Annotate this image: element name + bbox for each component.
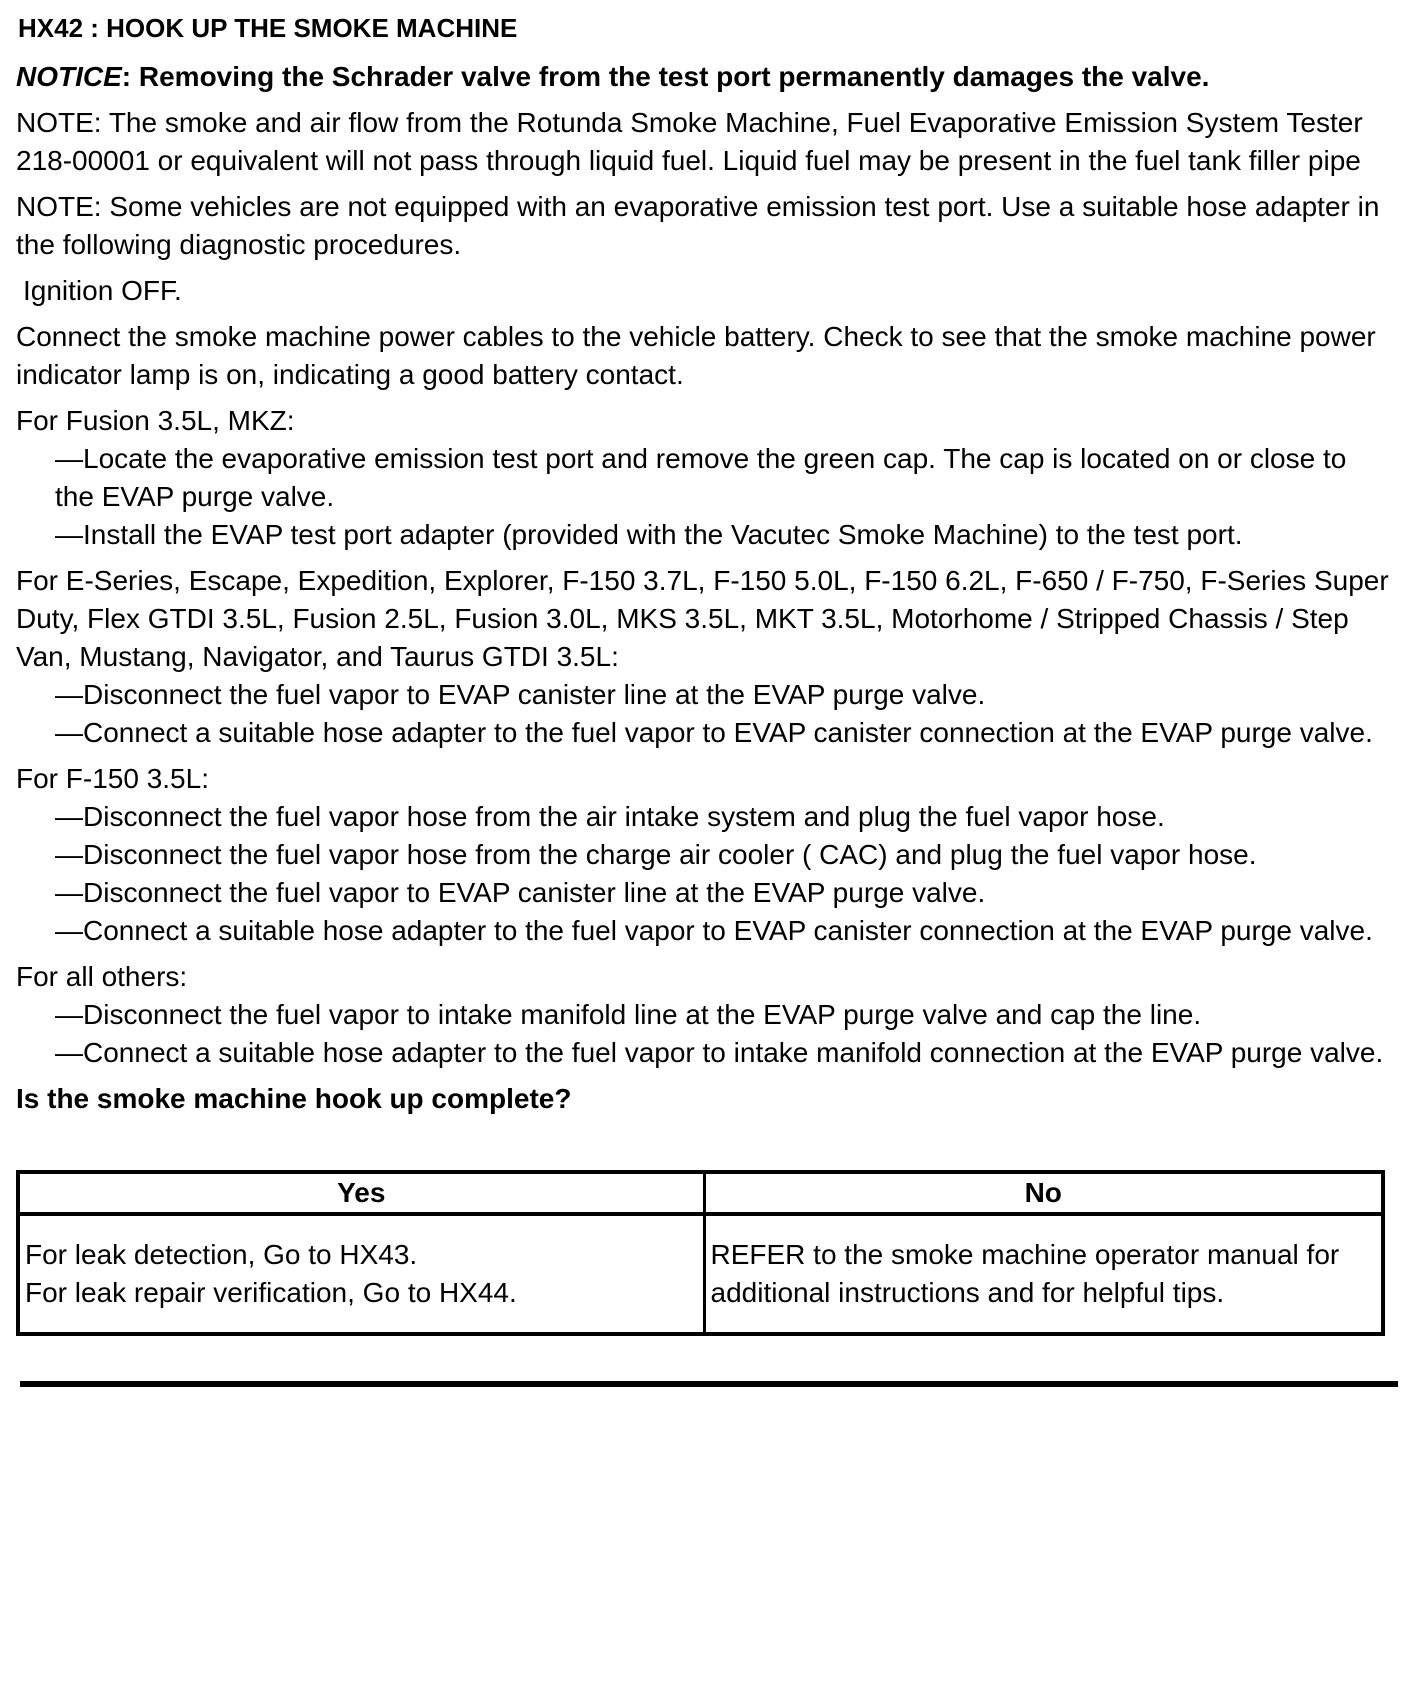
notice-paragraph xyxy=(16,58,1390,96)
yes-action-line: For leak repair verification, Go to HX44. xyxy=(25,1277,517,1308)
decision-table xyxy=(16,1170,1385,1336)
step-ignition-off: Ignition OFF. xyxy=(23,275,182,306)
vehicle-group-all-others xyxy=(16,958,1390,1072)
group-intro: For Fusion 3.5L, MKZ: xyxy=(16,405,295,436)
vehicle-group-fusion-mkz xyxy=(16,402,1390,554)
page-title: HX42 : HOOK UP THE SMOKE MACHINE xyxy=(18,13,518,43)
group-intro: For E-Series, Escape, Expedition, Explorer, F-150 3.7L, F-150 5.0L, F-150 6.2L, F-650 / F-750, F-Series Super Duty, Flex GTDI 3.5L, Fusion 2.5L, Fusion 3.0L, MKS 3.5L, MKT 3.5L, Motorhome / Stripped Chassis / Step Van, Mustang, Navigator, and Taurus GTDI 3.5L: xyxy=(16,565,1389,672)
yes-action-line: For leak detection, Go to HX43. xyxy=(25,1239,418,1270)
group-item: —Disconnect the fuel vapor hose from the air intake system and plug the fuel vapor hose. xyxy=(55,801,1165,832)
notice-text: : Removing the Schrader valve from the test port permanently damages the valve. xyxy=(121,61,1210,92)
group-intro: For F-150 3.5L: xyxy=(16,763,209,794)
decision-table-body-row xyxy=(18,1214,1383,1334)
group-item: —Install the EVAP test port adapter (provided with the Vacutec Smoke Machine) to the test port. xyxy=(55,519,1243,550)
group-item: —Disconnect the fuel vapor to intake manifold line at the EVAP purge valve and cap the line. xyxy=(55,999,1202,1030)
group-item: —Connect a suitable hose adapter to the fuel vapor to EVAP canister connection at the EVAP purge valve. xyxy=(55,915,1373,946)
decision-yes-cell xyxy=(18,1214,704,1334)
group-item: —Locate the evaporative emission test port and remove the green cap. The cap is located on or close to the EVAP purge valve. xyxy=(55,443,1347,512)
decision-table-header-row xyxy=(18,1172,1383,1214)
group-item: —Disconnect the fuel vapor hose from the charge air cooler ( CAC) and plug the fuel vapor hose. xyxy=(55,839,1257,870)
note-paragraph-1: NOTE: The smoke and air flow from the Rotunda Smoke Machine, Fuel Evaporative Emission System Tester 218-00001 or equivalent will not pass through liquid fuel. Liquid fuel may be present in the fuel tank filler pipe xyxy=(16,107,1363,176)
group-item: —Disconnect the fuel vapor to EVAP canister line at the EVAP purge valve. xyxy=(55,679,986,710)
decision-no-cell: REFER to the smoke machine operator manual for additional instructions and for helpful tips. xyxy=(704,1214,1383,1334)
note-paragraph-2: NOTE: Some vehicles are not equipped with an evaporative emission test port. Use a suitable hose adapter in the following diagnostic procedures. xyxy=(16,191,1380,260)
step-connect-power: Connect the smoke machine power cables to the vehicle battery. Check to see that the smoke machine power indicator lamp is on, indicating a good battery contact. xyxy=(16,321,1376,390)
decision-column-header-no: No xyxy=(704,1172,1383,1214)
vehicle-group-eseries-others xyxy=(16,562,1390,752)
group-item: —Connect a suitable hose adapter to the fuel vapor to EVAP canister connection at the EVAP purge valve. xyxy=(55,717,1373,748)
vehicle-group-f150-35l xyxy=(16,760,1390,950)
question-heading: Is the smoke machine hook up complete? xyxy=(16,1083,572,1114)
decision-column-header-yes: Yes xyxy=(18,1172,704,1214)
group-item: —Disconnect the fuel vapor to EVAP canister line at the EVAP purge valve. xyxy=(55,877,986,908)
group-intro: For all others: xyxy=(16,961,188,992)
page-bottom-rule xyxy=(20,1381,1398,1387)
group-item: —Connect a suitable hose adapter to the fuel vapor to intake manifold connection at the EVAP purge valve. xyxy=(55,1037,1384,1068)
notice-label: NOTICE xyxy=(16,61,122,92)
